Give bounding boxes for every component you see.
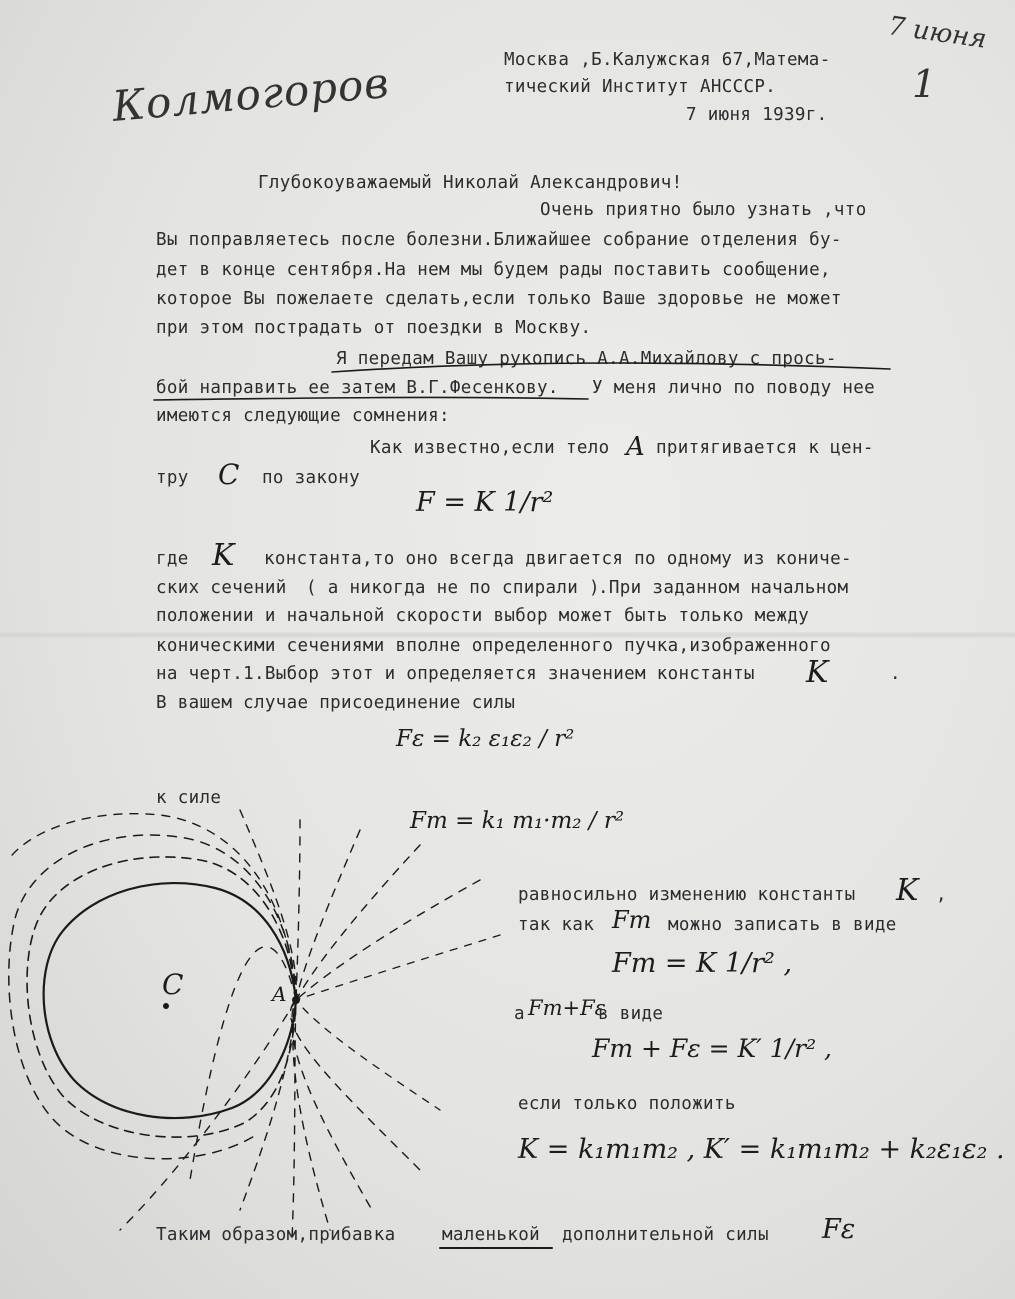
center-c-label: C xyxy=(218,458,240,491)
body-a-label: A xyxy=(626,432,645,462)
right-line-1-end: , xyxy=(936,885,947,905)
dashed-hyperbola-1 xyxy=(240,810,296,1210)
para2-underline xyxy=(332,363,890,372)
para1-line-3: дет в конце сентября.На нем мы будем рады поставить сообщение, xyxy=(156,260,831,280)
date-note-handwritten: 7 июня xyxy=(886,11,989,55)
center-point xyxy=(163,1003,169,1009)
formula-f-epsilon: Fε = k₂ ε₁ε₂ / r² xyxy=(396,726,575,752)
para1-line-4: которое Вы пожелаете сделать,если только Ваше здоровье не может xyxy=(156,289,842,309)
formula-k-definitions: K = k₁m₁m₂ , K′ = k₁m₁m₂ + k₂ε₁ε₂ . xyxy=(518,1134,1005,1165)
para4-line-4: коническими сечениями вполне определенного пучка,изображенного xyxy=(156,636,831,656)
para4-line-1b: константа,то оно всегда двигается по одному из кониче- xyxy=(264,549,852,569)
para4-line-1a: где xyxy=(156,549,189,569)
para3-line-2a: тру xyxy=(156,468,189,488)
formula-fm-k: Fm = K 1/r² , xyxy=(612,948,793,979)
para2-line-1: Я передам Вашу рукопись А.А.Михайлову с прось- xyxy=(336,349,837,369)
dashed-hyperbola-4 xyxy=(292,845,420,1210)
right-fm-label: Fm xyxy=(612,906,652,934)
para4-line-6: В вашем случае присоединение силы xyxy=(156,693,516,713)
para3-line-1b: притягивается к цен- xyxy=(656,438,874,458)
address-line-2: тический Институт АНСССР. xyxy=(504,77,777,97)
constant-k-label-2: K xyxy=(806,655,829,690)
right-fm-fe-label: Fm+Fε xyxy=(528,996,606,1020)
right-line-3b: в виде xyxy=(598,1004,664,1024)
final-line-b: маленькой xyxy=(442,1225,540,1245)
page-number-handwritten: 1 xyxy=(912,62,937,106)
body-point xyxy=(292,996,300,1004)
para4-line-2-paren: ( а никогда не по спирали ) xyxy=(306,578,600,598)
address-line-1: Москва ,Б.Калужская 67,Матема- xyxy=(504,50,831,70)
para2-line-2a: бой направить ее затем В.Г.Фесенкову. xyxy=(156,378,559,398)
right-line-2b: можно записать в виде xyxy=(668,915,897,935)
diagram-body-label: A xyxy=(272,982,287,1006)
para1-line-2: Вы поправляетесь после болезни.Ближайшее собрание отделения бу- xyxy=(156,230,842,250)
para3-line-2b: по закону xyxy=(262,468,360,488)
para4-line-2a: ских сечений xyxy=(156,578,287,598)
right-line-1: равносильно изменению константы xyxy=(518,885,856,905)
para2-underline-2 xyxy=(154,397,588,400)
para4-line-2b: .При заданном начальном xyxy=(598,578,849,598)
formula-gravity: F = K 1/r² xyxy=(416,487,554,518)
right-line-4: если только положить xyxy=(518,1094,736,1114)
para3-line-1a: Как известно,если тело xyxy=(370,438,610,458)
dashed-hyperbola-5 xyxy=(290,880,480,1170)
final-line-c: дополнительной силы xyxy=(562,1225,769,1245)
dashed-hyperbola-6 xyxy=(296,935,500,1110)
diagram-center-label: C xyxy=(162,968,184,1001)
signature-handwritten: Колмогоров xyxy=(110,57,392,132)
letter-date: 7 июня 1939г. xyxy=(686,105,828,125)
para2-line-2b: У меня лично по поводу нее xyxy=(592,378,876,398)
para1-line-5: при этом пострадать от поездки в Москву. xyxy=(156,318,592,338)
right-line-3a: а xyxy=(514,1004,525,1024)
para4-line-5-end: . xyxy=(890,664,901,684)
para1-line-1: Очень приятно было узнать ,что xyxy=(540,200,867,220)
right-line-2a: так как xyxy=(518,915,595,935)
formula-f-m: Fm = k₁ m₁·m₂ / r² xyxy=(410,808,625,834)
formula-fm-fe-k-prime: Fm + Fε = K′ 1/r² , xyxy=(592,1034,832,1063)
constant-k-label: K xyxy=(212,538,235,573)
final-force-label: Fε xyxy=(822,1214,856,1245)
salutation: Глубокоуважаемый Николай Александрович! xyxy=(258,173,683,193)
para2-line-3: имеются следующие сомнения: xyxy=(156,406,450,426)
final-line-a: Таким образом,прибавка xyxy=(156,1225,396,1245)
para4-line-3: положении и начальной скорости выбор может быть только между xyxy=(156,606,810,626)
right-k-label: K xyxy=(896,873,919,908)
to-force-label: к силе xyxy=(156,788,222,808)
para4-line-5: на черт.1.Выбор этот и определяется значением константы xyxy=(156,664,755,684)
